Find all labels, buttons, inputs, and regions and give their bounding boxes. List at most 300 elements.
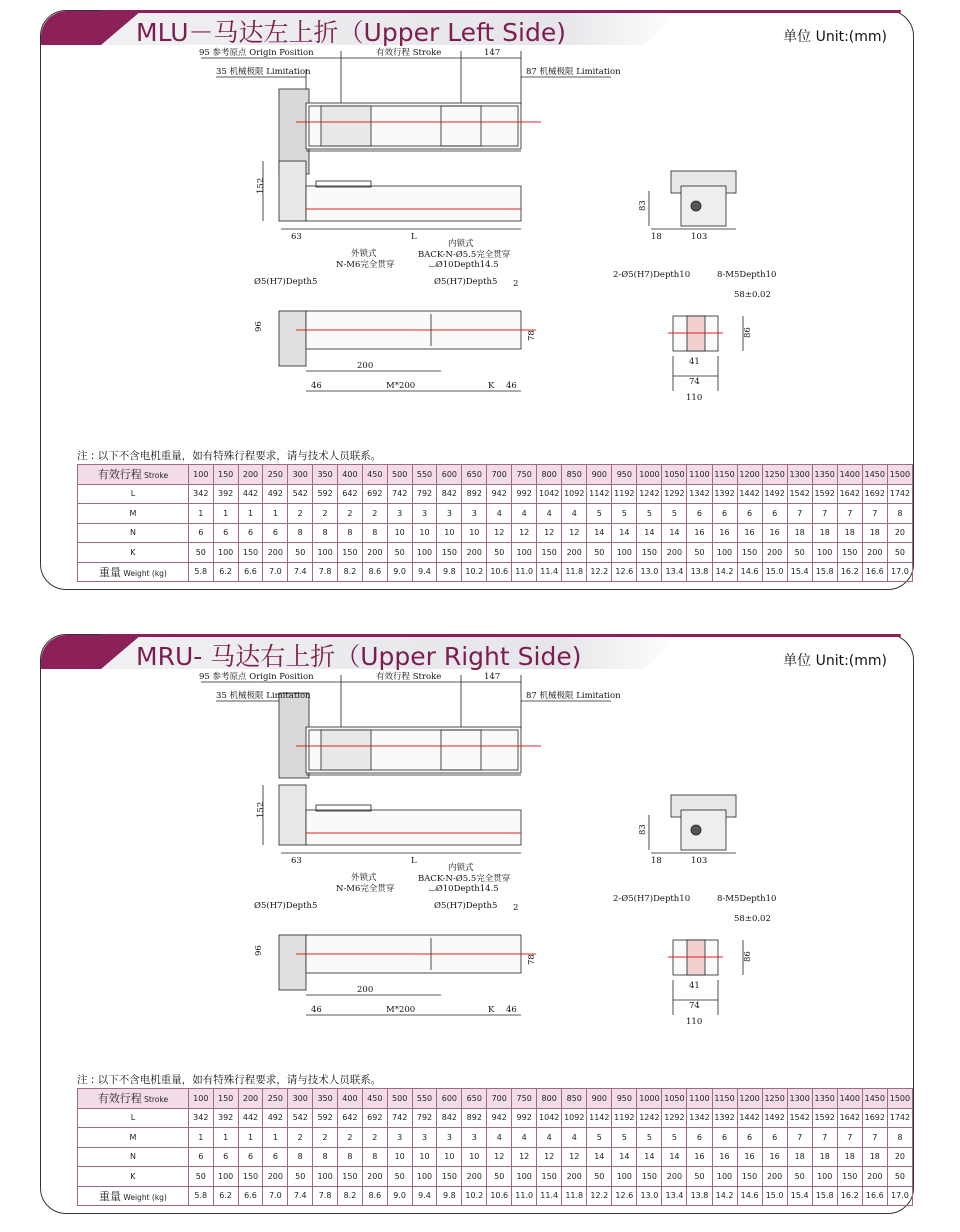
table-cell: 200 bbox=[662, 1167, 687, 1187]
table-cell: 12 bbox=[537, 1147, 562, 1167]
table-cell: 50 bbox=[188, 543, 213, 563]
table-cell: 3 bbox=[462, 504, 487, 524]
table-cell: 1500 bbox=[887, 465, 912, 485]
table-cell: 792 bbox=[412, 484, 437, 504]
dim-83: 83 bbox=[638, 200, 648, 211]
table-cell: 750 bbox=[512, 1089, 537, 1109]
table-cell: 6 bbox=[188, 1147, 213, 1167]
table-cell: 1 bbox=[188, 1128, 213, 1148]
dim-46-right: 46 bbox=[506, 381, 517, 391]
table-cell: 50 bbox=[587, 1167, 612, 1187]
table-cell: 542 bbox=[288, 1108, 313, 1128]
table-cell: 1400 bbox=[837, 465, 862, 485]
end-pins-label: 2-Ø5(H7)Depth10 bbox=[613, 894, 691, 904]
table-cell: 11.4 bbox=[537, 562, 562, 582]
table-cell: 50 bbox=[587, 543, 612, 563]
table-cell: 1050 bbox=[662, 1089, 687, 1109]
stroke-label-en: Stroke bbox=[141, 471, 169, 481]
row-header-stroke bbox=[78, 1089, 189, 1109]
table-cell: 100 bbox=[188, 465, 213, 485]
dim-86: 86 bbox=[743, 327, 753, 338]
table-cell: 5 bbox=[662, 1128, 687, 1148]
table-cell: 7.0 bbox=[263, 562, 288, 582]
row-header: K bbox=[78, 1167, 189, 1187]
dim-limit-right: 87 机械极限 Limitation bbox=[526, 691, 621, 701]
table-cell: 592 bbox=[313, 484, 338, 504]
table-cell: 4 bbox=[487, 504, 512, 524]
table-cell: 100 bbox=[313, 543, 338, 563]
table-cell: 18 bbox=[837, 523, 862, 543]
table-cell: 16 bbox=[712, 1147, 737, 1167]
dim-96: 96 bbox=[254, 321, 264, 332]
table-cell: 50 bbox=[687, 543, 712, 563]
table-cell: 18 bbox=[862, 523, 887, 543]
table-cell: 700 bbox=[487, 1089, 512, 1109]
dim-18: 18 bbox=[651, 232, 662, 242]
table-cell: 200 bbox=[662, 543, 687, 563]
table-cell: 350 bbox=[313, 1089, 338, 1109]
row-header: M bbox=[78, 504, 189, 524]
table-cell: 18 bbox=[862, 1147, 887, 1167]
bottom-view bbox=[279, 311, 536, 391]
table-cell: 2 bbox=[362, 1128, 387, 1148]
table-cell: 1000 bbox=[637, 1089, 662, 1109]
table-cell: 1292 bbox=[662, 484, 687, 504]
table-cell: 7.4 bbox=[288, 562, 313, 582]
table-cell: 10 bbox=[387, 1147, 412, 1167]
dim-83: 83 bbox=[638, 824, 648, 835]
table-cell: 6 bbox=[712, 504, 737, 524]
note-text: 注 : 以下不含电机重量，如有特殊行程要求，请与技术人员联系。 bbox=[77, 1074, 382, 1086]
table-cell: 9.0 bbox=[387, 1186, 412, 1206]
table-cell: 1 bbox=[263, 504, 288, 524]
dim-K: K bbox=[488, 1005, 495, 1015]
table-cell: 200 bbox=[562, 1167, 587, 1187]
end-view-motor bbox=[649, 795, 736, 853]
table-cell: 8.2 bbox=[338, 562, 363, 582]
table-cell: 16 bbox=[737, 1147, 762, 1167]
table-cell: 50 bbox=[887, 1167, 912, 1187]
table-cell: 50 bbox=[288, 543, 313, 563]
table-cell: 942 bbox=[487, 1108, 512, 1128]
note-text: 注 : 以下不含电机重量，如有特殊行程要求，请与技术人员联系。 bbox=[77, 450, 382, 462]
table-cell: 11.0 bbox=[512, 1186, 537, 1206]
table-cell: 1 bbox=[238, 504, 263, 524]
table-cell: 1042 bbox=[537, 484, 562, 504]
table-cell: 6 bbox=[737, 1128, 762, 1148]
table-cell: 50 bbox=[887, 543, 912, 563]
table-cell: 1000 bbox=[637, 465, 662, 485]
table-cell: 50 bbox=[787, 1167, 812, 1187]
table-cell: 992 bbox=[512, 1108, 537, 1128]
table-cell: 1642 bbox=[837, 484, 862, 504]
table-cell: 12 bbox=[512, 1147, 537, 1167]
end-view-motor bbox=[649, 171, 736, 229]
table-cell: 50 bbox=[687, 1167, 712, 1187]
table-cell: 9.0 bbox=[387, 562, 412, 582]
dim-200: 200 bbox=[357, 985, 374, 995]
table-cell: 1300 bbox=[787, 465, 812, 485]
weight-label: 重量 bbox=[99, 1189, 121, 1203]
table-cell: 6 bbox=[263, 1147, 288, 1167]
table-cell: 8 bbox=[362, 523, 387, 543]
table-cell: 16.2 bbox=[837, 562, 862, 582]
table-row bbox=[78, 562, 913, 582]
table-cell: 4 bbox=[537, 504, 562, 524]
table-cell: 200 bbox=[462, 1167, 487, 1187]
table-cell: 14 bbox=[662, 1147, 687, 1167]
inner-lock-spec1: BACK-N-Ø5.5完全贯穿 bbox=[418, 874, 511, 884]
table-cell: 950 bbox=[612, 465, 637, 485]
table-cell: 6 bbox=[687, 504, 712, 524]
table-cell: 7.8 bbox=[313, 562, 338, 582]
row-header-weight bbox=[78, 1186, 189, 1206]
table-cell: 250 bbox=[263, 465, 288, 485]
table-cell: 150 bbox=[238, 543, 263, 563]
table-cell: 10 bbox=[462, 523, 487, 543]
table-cell: 100 bbox=[213, 1167, 238, 1187]
table-cell: 450 bbox=[362, 465, 387, 485]
table-cell: 14.6 bbox=[737, 562, 762, 582]
table-cell: 16 bbox=[687, 523, 712, 543]
table-cell: 1092 bbox=[562, 1108, 587, 1128]
table-cell: 200 bbox=[762, 1167, 787, 1187]
table-cell: 16 bbox=[737, 523, 762, 543]
dim-147: 147 bbox=[484, 48, 501, 58]
section-title: MLU－马达左上折（Upper Left Side) bbox=[136, 18, 566, 47]
table-cell: 1050 bbox=[662, 465, 687, 485]
end-section-view bbox=[668, 940, 743, 1015]
table-cell: 1 bbox=[238, 1128, 263, 1148]
inner-lock-label: 内锁式 bbox=[448, 239, 474, 249]
table-cell: 1392 bbox=[712, 484, 737, 504]
table-cell: 742 bbox=[387, 1108, 412, 1128]
table-cell: 10 bbox=[437, 523, 462, 543]
table-cell: 14 bbox=[587, 1147, 612, 1167]
dim-2: 2 bbox=[513, 903, 519, 913]
table-cell: 7.0 bbox=[263, 1186, 288, 1206]
table-cell: 50 bbox=[288, 1167, 313, 1187]
table-cell: 500 bbox=[387, 1089, 412, 1109]
table-cell: 1492 bbox=[762, 1108, 787, 1128]
table-cell: 1542 bbox=[787, 484, 812, 504]
table-cell: 13.4 bbox=[662, 562, 687, 582]
table-cell: 1350 bbox=[812, 1089, 837, 1109]
table-cell: 7 bbox=[787, 1128, 812, 1148]
table-cell: 12 bbox=[562, 1147, 587, 1167]
dim-limit-right: 87 机械极限 Limitation bbox=[526, 67, 621, 77]
table-cell: 9.8 bbox=[437, 1186, 462, 1206]
table-row bbox=[78, 1186, 913, 1206]
table-cell: 6.2 bbox=[213, 562, 238, 582]
table-cell: 6 bbox=[213, 523, 238, 543]
table-cell: 15.4 bbox=[787, 1186, 812, 1206]
dim-110: 110 bbox=[686, 393, 703, 403]
table-cell: 3 bbox=[462, 1128, 487, 1148]
table-cell: 16.6 bbox=[862, 1186, 887, 1206]
dim-103: 103 bbox=[691, 232, 708, 242]
table-cell: 1042 bbox=[537, 1108, 562, 1128]
table-cell: 14.2 bbox=[712, 562, 737, 582]
weight-label: 重量 bbox=[99, 565, 121, 579]
table-cell: 8 bbox=[338, 523, 363, 543]
table-cell: 100 bbox=[812, 543, 837, 563]
table-cell: 14 bbox=[612, 523, 637, 543]
dim-147: 147 bbox=[484, 672, 501, 682]
table-cell: 950 bbox=[612, 1089, 637, 1109]
technical-drawing bbox=[41, 635, 913, 1065]
table-cell: 1592 bbox=[812, 484, 837, 504]
table-cell: 7 bbox=[862, 504, 887, 524]
table-cell: 8.6 bbox=[362, 1186, 387, 1206]
table-cell: 4 bbox=[512, 504, 537, 524]
table-cell: 14 bbox=[612, 1147, 637, 1167]
table-cell: 1500 bbox=[887, 1089, 912, 1109]
dim-L: L bbox=[411, 232, 417, 242]
table-cell: 6 bbox=[263, 523, 288, 543]
table-cell: 800 bbox=[537, 465, 562, 485]
table-cell: 50 bbox=[188, 1167, 213, 1187]
table-cell: 1742 bbox=[887, 1108, 912, 1128]
dim-86: 86 bbox=[743, 951, 753, 962]
table-cell: 400 bbox=[338, 1089, 363, 1109]
table-cell: 14 bbox=[637, 1147, 662, 1167]
table-cell: 14 bbox=[587, 523, 612, 543]
table-cell: 150 bbox=[637, 1167, 662, 1187]
table-cell: 5.8 bbox=[188, 1186, 213, 1206]
table-cell: 1450 bbox=[862, 465, 887, 485]
table-cell: 1342 bbox=[687, 1108, 712, 1128]
table-cell: 1092 bbox=[562, 484, 587, 504]
dim-78: 78 bbox=[527, 954, 537, 965]
table-cell: 1742 bbox=[887, 484, 912, 504]
spec-table bbox=[77, 1088, 913, 1206]
table-cell: 13.4 bbox=[662, 1186, 687, 1206]
table-cell: 150 bbox=[238, 1167, 263, 1187]
inner-lock-spec1: BACK-N-Ø5.5完全贯穿 bbox=[418, 250, 511, 260]
table-cell: 150 bbox=[737, 1167, 762, 1187]
table-row bbox=[78, 1147, 913, 1167]
table-cell: 842 bbox=[437, 1108, 462, 1128]
technical-drawing bbox=[41, 11, 913, 441]
table-cell: 892 bbox=[462, 1108, 487, 1128]
table-cell: 892 bbox=[462, 484, 487, 504]
table-cell: 2 bbox=[313, 504, 338, 524]
table-cell: 100 bbox=[712, 543, 737, 563]
table-row bbox=[78, 504, 913, 524]
table-cell: 2 bbox=[338, 1128, 363, 1148]
table-row bbox=[78, 465, 913, 485]
table-cell: 10.2 bbox=[462, 562, 487, 582]
table-cell: 200 bbox=[238, 1089, 263, 1109]
table-cell: 7 bbox=[837, 1128, 862, 1148]
table-cell: 492 bbox=[263, 484, 288, 504]
end-holes-label: 8-M5Depth10 bbox=[717, 270, 777, 280]
row-header: N bbox=[78, 1147, 189, 1167]
table-cell: 1142 bbox=[587, 1108, 612, 1128]
table-cell: 200 bbox=[862, 543, 887, 563]
table-cell: 18 bbox=[812, 523, 837, 543]
table-cell: 100 bbox=[612, 1167, 637, 1187]
table-cell: 12 bbox=[487, 523, 512, 543]
table-cell: 3 bbox=[387, 504, 412, 524]
table-cell: 14.2 bbox=[712, 1186, 737, 1206]
table-cell: 2 bbox=[362, 504, 387, 524]
table-cell: 1200 bbox=[737, 465, 762, 485]
table-cell: 100 bbox=[612, 543, 637, 563]
table-cell: 800 bbox=[537, 1089, 562, 1109]
table-cell: 150 bbox=[338, 1167, 363, 1187]
table-cell: 692 bbox=[362, 1108, 387, 1128]
table-row bbox=[78, 1167, 913, 1187]
table-cell: 200 bbox=[263, 543, 288, 563]
table-cell: 10 bbox=[387, 523, 412, 543]
table-cell: 1442 bbox=[737, 1108, 762, 1128]
table-cell: 18 bbox=[787, 1147, 812, 1167]
table-cell: 11.0 bbox=[512, 562, 537, 582]
table-cell: 10.6 bbox=[487, 562, 512, 582]
dim-96: 96 bbox=[254, 945, 264, 956]
table-cell: 792 bbox=[412, 1108, 437, 1128]
spec-table bbox=[77, 464, 913, 582]
row-header: M bbox=[78, 1128, 189, 1148]
end-holes-label: 8-M5Depth10 bbox=[717, 894, 777, 904]
pin-left-label: Ø5(H7)Depth5 bbox=[254, 901, 318, 911]
table-cell: 14 bbox=[662, 523, 687, 543]
table-cell: 17.0 bbox=[887, 562, 912, 582]
unit-label: 单位 Unit:(mm) bbox=[783, 29, 887, 45]
table-cell: 6 bbox=[687, 1128, 712, 1148]
table-cell: 6 bbox=[762, 504, 787, 524]
table-cell: 1250 bbox=[762, 465, 787, 485]
table-cell: 10 bbox=[412, 1147, 437, 1167]
table-cell: 8.6 bbox=[362, 562, 387, 582]
table-cell: 11.4 bbox=[537, 1186, 562, 1206]
table-cell: 5 bbox=[637, 504, 662, 524]
table-cell: 50 bbox=[487, 543, 512, 563]
table-cell: 6 bbox=[213, 1147, 238, 1167]
pin-right-label: Ø5(H7)Depth5 bbox=[434, 901, 498, 911]
table-cell: 9.4 bbox=[412, 562, 437, 582]
inner-lock-label: 内锁式 bbox=[448, 863, 474, 873]
stroke-label: 有效行程 bbox=[97, 1092, 142, 1106]
table-cell: 6.6 bbox=[238, 562, 263, 582]
table-cell: 1 bbox=[213, 1128, 238, 1148]
table-cell: 1592 bbox=[812, 1108, 837, 1128]
table-cell: 10.2 bbox=[462, 1186, 487, 1206]
table-cell: 12.2 bbox=[587, 1186, 612, 1206]
table-cell: 12.2 bbox=[587, 562, 612, 582]
table-cell: 14 bbox=[637, 523, 662, 543]
dim-limit-left: 35 机械极限 Limitation bbox=[216, 67, 311, 77]
table-cell: 2 bbox=[288, 1128, 313, 1148]
table-cell: 842 bbox=[437, 484, 462, 504]
table-cell: 6.6 bbox=[238, 1186, 263, 1206]
table-cell: 1492 bbox=[762, 484, 787, 504]
dim-78: 78 bbox=[527, 330, 537, 341]
table-row bbox=[78, 523, 913, 543]
dim-200: 200 bbox=[357, 361, 374, 371]
table-cell: 600 bbox=[437, 465, 462, 485]
table-cell: 150 bbox=[537, 543, 562, 563]
table-cell: 542 bbox=[288, 484, 313, 504]
table-cell: 1350 bbox=[812, 465, 837, 485]
table-cell: 5.8 bbox=[188, 562, 213, 582]
table-cell: 15.4 bbox=[787, 562, 812, 582]
dim-63: 63 bbox=[291, 232, 302, 242]
table-cell: 7 bbox=[787, 504, 812, 524]
table-cell: 10 bbox=[437, 1147, 462, 1167]
outer-lock-label: 外锁式 bbox=[351, 249, 377, 259]
table-cell: 900 bbox=[587, 1089, 612, 1109]
table-cell: 200 bbox=[462, 543, 487, 563]
table-cell: 5 bbox=[612, 504, 637, 524]
row-header: N bbox=[78, 523, 189, 543]
inner-lock-spec2: ⌴Ø10Depth14.5 bbox=[429, 260, 499, 270]
table-cell: 14.6 bbox=[737, 1186, 762, 1206]
dim-stroke: 有效行程 Stroke bbox=[376, 672, 442, 682]
table-cell: 5 bbox=[662, 504, 687, 524]
table-cell: 12 bbox=[487, 1147, 512, 1167]
table-cell: 4 bbox=[537, 1128, 562, 1148]
table-cell: 50 bbox=[387, 543, 412, 563]
table-cell: 200 bbox=[762, 543, 787, 563]
inner-lock-spec2: ⌴Ø10Depth14.5 bbox=[429, 884, 499, 894]
dim-58: 58±0.02 bbox=[734, 914, 771, 924]
dim-46-right: 46 bbox=[506, 1005, 517, 1015]
table-cell: 200 bbox=[362, 543, 387, 563]
table-cell: 150 bbox=[737, 543, 762, 563]
table-cell: 150 bbox=[213, 465, 238, 485]
table-cell: 12.6 bbox=[612, 1186, 637, 1206]
dim-origin: 95 参考原点 Origin Position bbox=[199, 672, 314, 682]
table-cell: 13.0 bbox=[637, 562, 662, 582]
side-view bbox=[263, 785, 521, 853]
table-row bbox=[78, 1128, 913, 1148]
section-frame bbox=[40, 10, 914, 590]
dim-74: 74 bbox=[689, 377, 700, 387]
dim-152: 152 bbox=[256, 177, 266, 194]
weight-label-en: Weight (kg) bbox=[121, 1192, 167, 1202]
table-cell: 12 bbox=[562, 523, 587, 543]
table-cell: 12 bbox=[537, 523, 562, 543]
table-cell: 8 bbox=[362, 1147, 387, 1167]
dim-41: 41 bbox=[689, 357, 700, 367]
dim-110: 110 bbox=[686, 1017, 703, 1027]
table-cell: 3 bbox=[412, 504, 437, 524]
table-row bbox=[78, 484, 913, 504]
table-cell: 9.4 bbox=[412, 1186, 437, 1206]
end-pins-label: 2-Ø5(H7)Depth10 bbox=[613, 270, 691, 280]
outer-lock-spec: N-M6完全贯穿 bbox=[336, 884, 395, 894]
table-cell: 1200 bbox=[737, 1089, 762, 1109]
table-cell: 692 bbox=[362, 484, 387, 504]
dim-K: K bbox=[488, 381, 495, 391]
table-cell: 4 bbox=[562, 504, 587, 524]
table-cell: 642 bbox=[338, 484, 363, 504]
table-cell: 8 bbox=[887, 504, 912, 524]
table-cell: 100 bbox=[412, 1167, 437, 1187]
table-cell: 18 bbox=[787, 523, 812, 543]
table-cell: 1 bbox=[188, 504, 213, 524]
table-cell: 11.8 bbox=[562, 1186, 587, 1206]
table-cell: 350 bbox=[313, 465, 338, 485]
table-cell: 3 bbox=[437, 504, 462, 524]
table-cell: 1100 bbox=[687, 465, 712, 485]
table-cell: 16 bbox=[712, 523, 737, 543]
table-cell: 10.6 bbox=[487, 1186, 512, 1206]
table-cell: 442 bbox=[238, 1108, 263, 1128]
